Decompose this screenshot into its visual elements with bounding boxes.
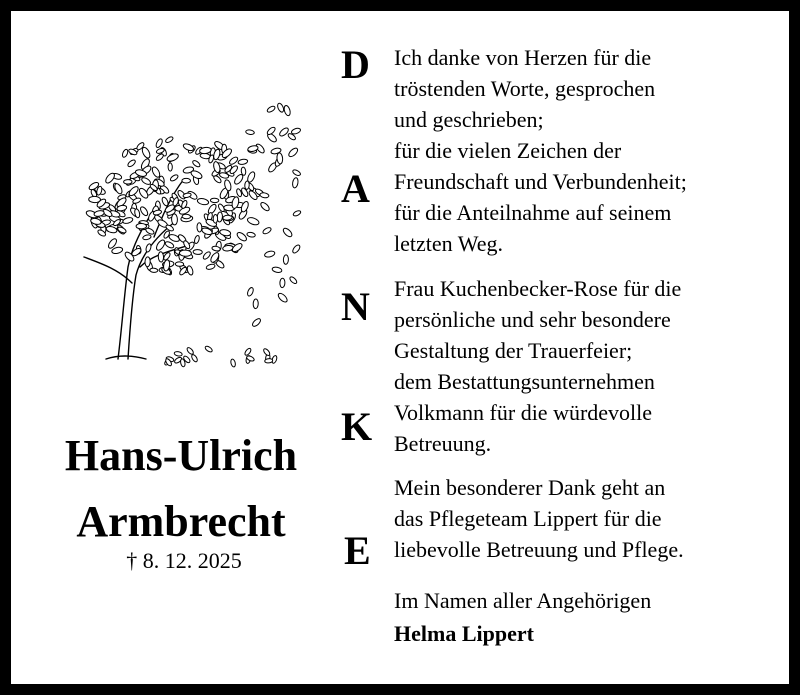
text-line: persönliche und sehr besondere [394,307,671,332]
text-line: Frau Kuchenbecker-Rose für die [394,276,682,301]
death-date: † 8. 12. 2025 [126,548,242,573]
text-line: Freundschaft und Verbundenheit; [394,169,687,194]
text-line: für die vielen Zeichen der [394,138,622,163]
text-line: für die Anteilnahme auf seinem [394,200,672,225]
text-line: und geschrieben; [394,107,544,132]
deceased-first-name: Hans-Ulrich [64,431,298,480]
text-line: Ich danke von Herzen für die [394,45,652,70]
initial-letter-n: N [341,284,370,329]
signature-intro: Im Namen aller Angehörigen [394,588,652,613]
text-line: letzten Weg. [394,231,504,256]
text-line: tröstenden Worte, gesprochen [394,76,656,101]
initial-letter-a: A [341,166,370,211]
initial-letter-d: D [341,42,370,87]
text-line: Volkmann für die würdevolle [394,400,653,425]
initial-letter-e: E [344,528,371,573]
deceased-last-name: Armbrecht [76,497,286,546]
text-line: Mein besonderer Dank geht an [394,475,666,500]
text-line: dem Bestattungsunternehmen [394,369,655,394]
wind-blown-tree-icon [66,87,306,377]
text-line: Betreuung. [394,431,492,456]
thanks-paragraph-2 [394,273,789,459]
signature-name: Helma Lippert [394,621,534,646]
thanks-paragraph-3 [394,472,789,565]
text-line: Gestaltung der Trauerfeier; [394,338,633,363]
text-line: das Pflegeteam Lippert für die [394,506,662,531]
obituary-card [11,11,789,684]
text-line: liebevolle Betreuung und Pflege. [394,537,684,562]
thanks-paragraph-1 [394,42,789,259]
initial-letter-k: K [341,404,373,449]
